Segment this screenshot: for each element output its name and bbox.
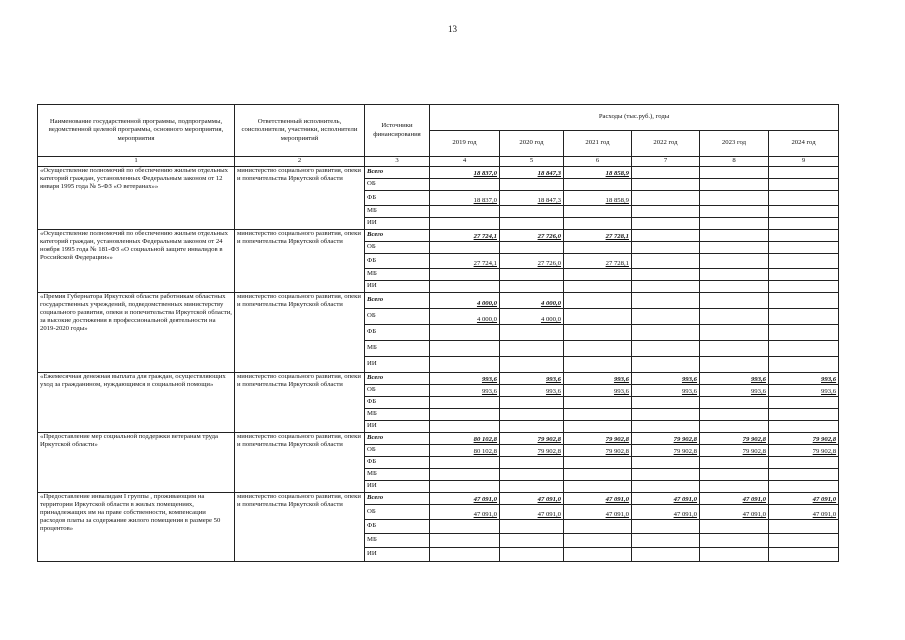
amount-cell — [769, 269, 839, 281]
amount-cell: 993,6 — [632, 373, 700, 385]
amount-cell — [564, 457, 632, 469]
amount-cell: 47 091,0 — [564, 493, 632, 505]
amount-cell — [430, 341, 500, 357]
header-year: 2022 год — [632, 131, 700, 157]
amount-cell — [632, 293, 700, 309]
funding-source: МБ — [365, 341, 430, 357]
funding-source: ФБ — [365, 457, 430, 469]
table-row — [38, 373, 839, 385]
amount-cell — [430, 421, 500, 433]
amount-cell — [632, 254, 700, 269]
amount-cell — [700, 457, 769, 469]
table-row — [38, 493, 839, 505]
amount-cell: 4 000,0 — [430, 293, 500, 309]
amount-cell: 993,6 — [564, 373, 632, 385]
amount-cell — [500, 281, 564, 293]
amount-cell: 79 902,8 — [500, 445, 564, 457]
amount-cell — [632, 281, 700, 293]
amount-cell: 4 000,0 — [500, 309, 564, 325]
amount-cell — [430, 469, 500, 481]
header-name: Наименование государственной программы, подпрограммы, ведомственной целевой программы, основного мероприятия, мероприятия — [38, 105, 235, 157]
amount-cell — [632, 206, 700, 218]
amount-cell — [564, 281, 632, 293]
funding-source: Всего — [365, 433, 430, 445]
amount-cell — [700, 242, 769, 254]
amount-cell — [700, 191, 769, 206]
funding-source: ИИ — [365, 281, 430, 293]
amount-cell: 27 724,1 — [430, 230, 500, 242]
amount-cell: 993,6 — [632, 385, 700, 397]
amount-cell — [700, 341, 769, 357]
amount-cell: 27 728,1 — [564, 230, 632, 242]
funding-source: ОБ — [365, 505, 430, 520]
funding-source: ФБ — [365, 325, 430, 341]
budget-table — [37, 104, 839, 562]
amount-cell — [700, 167, 769, 179]
amount-cell — [500, 421, 564, 433]
amount-cell: 79 902,8 — [769, 433, 839, 445]
header-source: Источники финансирования — [365, 105, 430, 157]
funding-source: ИИ — [365, 357, 430, 373]
funding-source: ИИ — [365, 481, 430, 493]
funding-source: ОБ — [365, 242, 430, 254]
amount-cell — [700, 269, 769, 281]
amount-cell — [769, 534, 839, 548]
amount-cell — [700, 254, 769, 269]
funding-source: Всего — [365, 373, 430, 385]
amount-cell — [700, 520, 769, 534]
amount-cell — [769, 281, 839, 293]
amount-cell — [430, 457, 500, 469]
amount-cell: 47 091,0 — [632, 493, 700, 505]
amount-cell — [430, 218, 500, 230]
amount-cell: 4 000,0 — [500, 293, 564, 309]
amount-cell — [769, 230, 839, 242]
amount-cell — [564, 309, 632, 325]
amount-cell — [632, 179, 700, 191]
funding-source: ОБ — [365, 445, 430, 457]
executor: министерство социального развития, опеки и попечительства Иркутской области — [235, 230, 365, 293]
measure-name: «Премия Губернатора Иркутской области работникам областных государственных учреждений, подведомственных министерству социального развития, опеки и попечительства Иркутской области, за высокие достижения в профессиональной деятельности на 2019-2020 годы» — [38, 293, 235, 373]
amount-cell: 79 902,8 — [769, 445, 839, 457]
amount-cell — [632, 520, 700, 534]
funding-source: ОБ — [365, 385, 430, 397]
amount-cell — [632, 341, 700, 357]
amount-cell — [564, 206, 632, 218]
page-number: 13 — [448, 24, 457, 34]
measure-name: «Осуществление полномочий по обеспечению жильем отдельных категорий граждан, установленных Федеральным законом от 12 января 1995 года № 5-ФЗ «О ветеранах»» — [38, 167, 235, 230]
amount-cell: 993,6 — [564, 385, 632, 397]
amount-cell: 79 902,8 — [500, 433, 564, 445]
funding-source: ОБ — [365, 309, 430, 325]
amount-cell — [632, 409, 700, 421]
header-expenses: Расходы (тыс.руб.), годы — [430, 105, 839, 131]
amount-cell: 47 091,0 — [564, 505, 632, 520]
funding-source: ФБ — [365, 397, 430, 409]
header-year: 2023 год — [700, 131, 769, 157]
amount-cell: 993,6 — [500, 373, 564, 385]
amount-cell: 80 102,8 — [430, 445, 500, 457]
amount-cell — [564, 242, 632, 254]
amount-cell: 27 724,1 — [430, 254, 500, 269]
amount-cell — [500, 341, 564, 357]
amount-cell — [769, 218, 839, 230]
amount-cell: 993,6 — [500, 385, 564, 397]
amount-cell — [564, 325, 632, 341]
amount-cell: 4 000,0 — [430, 309, 500, 325]
amount-cell — [430, 481, 500, 493]
funding-source: МБ — [365, 206, 430, 218]
amount-cell — [500, 325, 564, 341]
funding-source: ОБ — [365, 179, 430, 191]
amount-cell: 47 091,0 — [632, 505, 700, 520]
amount-cell: 79 902,8 — [700, 445, 769, 457]
amount-cell — [700, 293, 769, 309]
amount-cell — [769, 421, 839, 433]
measure-name: «Осуществление полномочий по обеспечению жильем отдельных категорий граждан, установленных Федеральным законом от 24 ноября 1995 года № 181-ФЗ «О социальной защите инвалидов в Российской Федерации»» — [38, 230, 235, 293]
amount-cell — [564, 421, 632, 433]
amount-cell — [564, 269, 632, 281]
amount-cell — [632, 230, 700, 242]
amount-cell — [430, 242, 500, 254]
amount-cell — [632, 325, 700, 341]
executor: министерство социального развития, опеки и попечительства Иркутской области — [235, 373, 365, 433]
amount-cell — [564, 293, 632, 309]
amount-cell — [700, 534, 769, 548]
amount-cell: 18 847,3 — [500, 191, 564, 206]
funding-source: ФБ — [365, 254, 430, 269]
amount-cell — [564, 218, 632, 230]
amount-cell — [430, 325, 500, 341]
funding-source: МБ — [365, 269, 430, 281]
column-number: 7 — [632, 157, 700, 167]
amount-cell: 27 726,0 — [500, 230, 564, 242]
column-number: 1 — [38, 157, 235, 167]
amount-cell — [500, 481, 564, 493]
funding-source: МБ — [365, 409, 430, 421]
amount-cell — [564, 481, 632, 493]
header-year: 2024 год — [769, 131, 839, 157]
amount-cell — [500, 534, 564, 548]
header-year: 2019 год — [430, 131, 500, 157]
amount-cell — [564, 357, 632, 373]
amount-cell — [769, 397, 839, 409]
amount-cell — [632, 534, 700, 548]
amount-cell — [564, 520, 632, 534]
amount-cell — [430, 534, 500, 548]
amount-cell — [769, 481, 839, 493]
amount-cell: 79 902,8 — [564, 433, 632, 445]
funding-source: ИИ — [365, 548, 430, 562]
amount-cell — [769, 325, 839, 341]
column-number: 3 — [365, 157, 430, 167]
amount-cell: 993,6 — [700, 385, 769, 397]
amount-cell — [564, 409, 632, 421]
amount-cell — [700, 421, 769, 433]
amount-cell — [632, 191, 700, 206]
amount-cell: 47 091,0 — [769, 505, 839, 520]
funding-source: ИИ — [365, 218, 430, 230]
amount-cell — [769, 341, 839, 357]
amount-cell — [500, 469, 564, 481]
amount-cell — [500, 242, 564, 254]
amount-cell — [564, 179, 632, 191]
table-row — [38, 433, 839, 445]
funding-source: Всего — [365, 293, 430, 309]
table-row — [38, 230, 839, 242]
amount-cell — [700, 281, 769, 293]
funding-source: ИИ — [365, 421, 430, 433]
amount-cell: 993,6 — [430, 373, 500, 385]
executor: министерство социального развития, опеки и попечительства Иркутской области — [235, 167, 365, 230]
amount-cell: 993,6 — [769, 373, 839, 385]
amount-cell — [500, 397, 564, 409]
amount-cell — [700, 218, 769, 230]
column-number: 8 — [700, 157, 769, 167]
amount-cell — [500, 357, 564, 373]
amount-cell — [700, 325, 769, 341]
amount-cell: 79 902,8 — [632, 433, 700, 445]
amount-cell — [769, 409, 839, 421]
amount-cell — [500, 269, 564, 281]
amount-cell — [500, 457, 564, 469]
amount-cell — [700, 469, 769, 481]
funding-source: Всего — [365, 167, 430, 179]
measure-name: «Ежемесячная денежная выплата для граждан, осуществляющих уход за гражданином, нуждающимся в социальной помощи» — [38, 373, 235, 433]
amount-cell — [769, 254, 839, 269]
amount-cell — [700, 230, 769, 242]
amount-cell — [500, 548, 564, 562]
amount-cell: 47 091,0 — [430, 505, 500, 520]
table-header — [38, 105, 839, 167]
amount-cell — [769, 167, 839, 179]
amount-cell — [700, 206, 769, 218]
executor: министерство социального развития, опеки и попечительства Иркутской области — [235, 493, 365, 562]
amount-cell — [769, 469, 839, 481]
header-year: 2020 год — [500, 131, 564, 157]
funding-source: МБ — [365, 534, 430, 548]
amount-cell — [564, 534, 632, 548]
table-row — [38, 167, 839, 179]
amount-cell — [769, 309, 839, 325]
amount-cell — [769, 242, 839, 254]
amount-cell — [700, 309, 769, 325]
amount-cell — [700, 548, 769, 562]
amount-cell — [564, 341, 632, 357]
amount-cell — [769, 548, 839, 562]
amount-cell — [632, 469, 700, 481]
funding-source: МБ — [365, 469, 430, 481]
amount-cell — [769, 179, 839, 191]
amount-cell: 47 091,0 — [769, 493, 839, 505]
funding-source: Всего — [365, 493, 430, 505]
amount-cell — [430, 357, 500, 373]
funding-source: Всего — [365, 230, 430, 242]
amount-cell: 27 728,1 — [564, 254, 632, 269]
amount-cell — [500, 179, 564, 191]
amount-cell — [430, 281, 500, 293]
amount-cell: 993,6 — [769, 385, 839, 397]
amount-cell — [632, 481, 700, 493]
amount-cell — [700, 481, 769, 493]
amount-cell — [632, 548, 700, 562]
funding-source: ФБ — [365, 520, 430, 534]
amount-cell — [632, 269, 700, 281]
amount-cell — [632, 397, 700, 409]
amount-cell: 993,6 — [430, 385, 500, 397]
amount-cell: 18 837,0 — [430, 167, 500, 179]
amount-cell — [769, 357, 839, 373]
amount-cell — [769, 520, 839, 534]
header-year: 2021 год — [564, 131, 632, 157]
column-number: 2 — [235, 157, 365, 167]
amount-cell — [632, 242, 700, 254]
column-number: 9 — [769, 157, 839, 167]
table-body — [38, 167, 839, 562]
amount-cell: 27 726,0 — [500, 254, 564, 269]
amount-cell — [430, 206, 500, 218]
amount-cell — [632, 167, 700, 179]
column-number: 6 — [564, 157, 632, 167]
amount-cell — [430, 520, 500, 534]
amount-cell — [430, 548, 500, 562]
amount-cell — [500, 206, 564, 218]
amount-cell: 47 091,0 — [700, 493, 769, 505]
column-number: 5 — [500, 157, 564, 167]
amount-cell — [769, 191, 839, 206]
amount-cell — [500, 218, 564, 230]
amount-cell — [632, 309, 700, 325]
amount-cell: 47 091,0 — [430, 493, 500, 505]
amount-cell: 47 091,0 — [700, 505, 769, 520]
amount-cell: 993,6 — [700, 373, 769, 385]
executor: министерство социального развития, опеки и попечительства Иркутской области — [235, 433, 365, 493]
funding-source: ФБ — [365, 191, 430, 206]
amount-cell: 18 837,0 — [430, 191, 500, 206]
amount-cell: 79 902,8 — [700, 433, 769, 445]
column-number: 4 — [430, 157, 500, 167]
executor: министерство социального развития, опеки и попечительства Иркутской области — [235, 293, 365, 373]
header-executor: Ответственный исполнитель, соисполнители, участники, исполнители мероприятий — [235, 105, 365, 157]
amount-cell — [700, 409, 769, 421]
amount-cell — [564, 548, 632, 562]
amount-cell — [632, 218, 700, 230]
amount-cell — [500, 409, 564, 421]
amount-cell — [632, 421, 700, 433]
amount-cell: 80 102,8 — [430, 433, 500, 445]
amount-cell — [430, 179, 500, 191]
amount-cell: 18 847,3 — [500, 167, 564, 179]
amount-cell — [430, 397, 500, 409]
amount-cell: 79 902,8 — [564, 445, 632, 457]
amount-cell — [564, 397, 632, 409]
amount-cell — [500, 520, 564, 534]
amount-cell — [700, 179, 769, 191]
amount-cell — [430, 269, 500, 281]
amount-cell — [430, 409, 500, 421]
amount-cell: 47 091,0 — [500, 505, 564, 520]
amount-cell — [769, 206, 839, 218]
amount-cell: 18 858,9 — [564, 167, 632, 179]
amount-cell — [700, 357, 769, 373]
measure-name: «Предоставление мер социальной поддержки ветеранам труда Иркутской области» — [38, 433, 235, 493]
amount-cell — [632, 457, 700, 469]
table-row — [38, 293, 839, 309]
amount-cell — [564, 469, 632, 481]
amount-cell — [700, 397, 769, 409]
amount-cell — [632, 357, 700, 373]
measure-name: «Предоставление инвалидам I группы , проживающим на территории Иркутской области в жилых помещениях, принадлежащих им на праве собственности, компенсации расходов платы за содержание жилого помещения в размере 50 процентов» — [38, 493, 235, 562]
amount-cell — [769, 457, 839, 469]
amount-cell: 47 091,0 — [500, 493, 564, 505]
amount-cell: 18 858,9 — [564, 191, 632, 206]
amount-cell: 79 902,8 — [632, 445, 700, 457]
amount-cell — [769, 293, 839, 309]
